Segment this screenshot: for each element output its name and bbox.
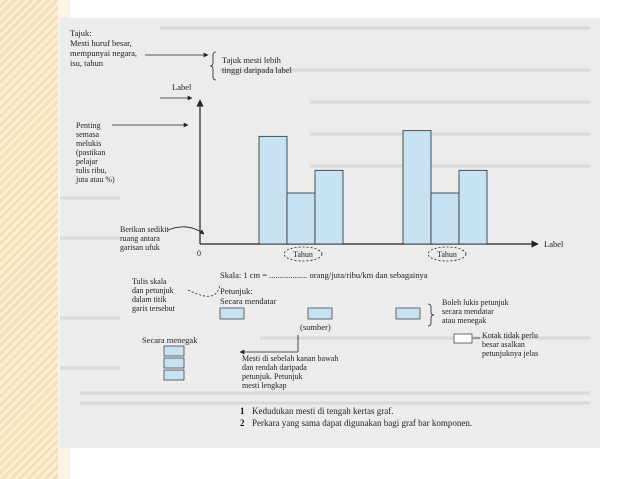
- footnote-text: Perkara yang sama dapat digunakan bagi graf bar komponen.: [252, 418, 473, 428]
- gap-note-line: ruang antara: [120, 234, 160, 243]
- box-note-line: Kotak tidak perlu: [482, 331, 538, 340]
- title-height-note-line: Tajuk mesti lebih: [222, 55, 281, 65]
- title-note-line: mempunyai negara,: [70, 48, 138, 58]
- bar-2-2: [431, 193, 459, 244]
- title-height-note-line: tinggi daripada label: [222, 65, 292, 75]
- vertical-legend: [142, 335, 198, 380]
- legend-vertical-note-line: atau menegak: [442, 316, 487, 325]
- title-note: [70, 28, 208, 68]
- position-note: [240, 335, 338, 390]
- chart-guide-diagram: [60, 18, 600, 448]
- box-note-line: besar asalkan: [482, 340, 525, 349]
- decorative-left-strip: [0, 0, 58, 479]
- important-note-line: semasa: [76, 130, 100, 139]
- title-height-note: [210, 52, 293, 80]
- bar-1-1: [259, 136, 287, 244]
- position-note-line: dan rendah daripada: [242, 363, 307, 372]
- scale-dotted-link: [188, 284, 220, 296]
- box-note-line: petunjuknya jelas: [482, 349, 539, 358]
- bar-group: [259, 131, 487, 244]
- legend-swatch: [220, 308, 244, 319]
- bar-2-1: [403, 131, 431, 244]
- legend-heading-line: Secara mendatar: [220, 296, 277, 306]
- y-axis-label: Label: [172, 82, 192, 92]
- bar-2-3: [459, 170, 487, 244]
- important-note-line: Penting: [76, 121, 101, 130]
- gap-note-line: garisan ufuk: [120, 243, 160, 252]
- vertical-legend-swatch: [164, 346, 184, 356]
- box-note: [454, 331, 538, 358]
- footnote-text: Kedudukan mesti di tengah kertas graf.: [252, 406, 394, 416]
- important-note-line: tulis ribu,: [76, 166, 107, 175]
- legend-heading-line: Petunjuk:: [220, 286, 253, 296]
- legend-swatch: [308, 308, 332, 319]
- footnote-number: 2: [240, 418, 245, 428]
- box-note-swatch: [454, 334, 472, 343]
- category-label: Tahun: [437, 250, 457, 259]
- important-note-line: melukis: [76, 139, 102, 148]
- vertical-legend-swatch: [164, 370, 184, 380]
- scale-left-note: [132, 277, 220, 313]
- vertical-legend-swatch: [164, 358, 184, 368]
- title-note-line: Mesti huruf besar,: [70, 38, 132, 48]
- scale-left-note-line: Tulis skala: [132, 277, 167, 286]
- position-note-line: petunjuk. Petunjuk: [242, 372, 303, 381]
- scale-left-note-line: dalam titik: [132, 295, 167, 304]
- origin-label: 0: [197, 249, 201, 258]
- important-note-line: pelajar: [76, 157, 98, 166]
- title-note-line: isu, tahun: [70, 58, 104, 68]
- scanned-page: [60, 18, 600, 448]
- legend: [220, 286, 509, 332]
- important-note-line: juta atau %): [76, 175, 115, 184]
- important-note: [75, 121, 188, 184]
- legend-brace: [428, 304, 434, 326]
- legend-vertical-note-line: secara mendatar: [442, 307, 494, 316]
- footnote-number: 1: [240, 406, 245, 416]
- brace-mark: [210, 52, 216, 80]
- category-label: Tahun: [293, 250, 313, 259]
- x-axis-label: Label: [544, 239, 564, 249]
- footnotes: [240, 406, 472, 428]
- position-note-line: Mesti di sebelah kanan bawah: [242, 354, 339, 363]
- gap-note-line: Berikan sedikit: [120, 225, 169, 234]
- scale-left-note-line: dan petunjuk: [132, 286, 174, 295]
- vertical-legend-label: Secara menegak: [142, 335, 198, 345]
- gap-note: [120, 225, 204, 252]
- important-note-line: (pastikan: [76, 148, 106, 157]
- position-note-line: mesti lengkap: [242, 381, 287, 390]
- category-labels: [284, 247, 466, 261]
- title-note-line: Tajuk:: [70, 28, 92, 38]
- bar-1-2: [287, 193, 315, 244]
- source-label: (sumber): [300, 322, 331, 332]
- bar-1-3: [315, 170, 343, 244]
- legend-vertical-note-line: Boleh lukis petunjuk: [442, 298, 509, 307]
- legend-swatch: [396, 308, 420, 319]
- scale-note: Skala: 1 cm = .................. orang/juta/ribu/km dan sebagainya: [220, 270, 428, 280]
- gap-note-arrow: [168, 227, 204, 234]
- scale-left-note-line: garis tersebut: [132, 304, 175, 313]
